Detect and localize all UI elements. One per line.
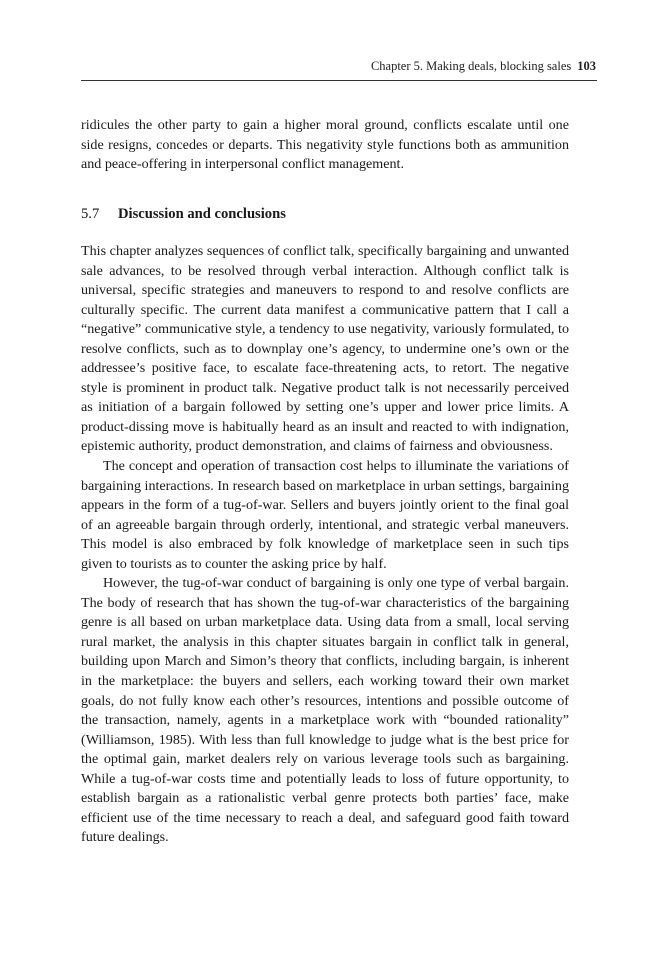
page-number: 103 [577,59,596,73]
body-paragraph: This chapter analyzes sequences of conflict talk, specifically bargaining and unwanted sale advances, to be resolved through verbal interaction. Although conflict talk is universal, specific strategies and maneuvers to respond to and resolve conflicts are culturally specific. The current data manifest a communicative pattern that I call a “negative” communicative style, a tendency to use negativity, variously formulated, to resolve conflicts, such as to downplay one’s agency, to undermine one’s own or the addressee’s positive face, to escalate face-threatening acts, to retort. The negative style is prominent in product talk. Negative product talk is not necessarily perceived as initiation of a bargain followed by setting one’s upper and lower price limits. A product-dissing move is habitually heard as an insult and reacted to with indignation, epistemic authority, product demonstration, and claims of fairness and obviousness. [81,243,569,455]
running-title: Chapter 5. Making deals, blocking sales [370,59,572,73]
body-paragraph: The concept and operation of transaction cost helps to illuminate the variations of bargaining interactions. In research based on marketplace in urban settings, bargaining appears in the form of a tug-of-war. Sellers and buyers jointly orient to the final goal of an agreeable bargain through orderly, intentional, and strategic verbal maneuvers. This model is also embraced by folk knowledge of marketplace seen in such tips given to tourists as to counter the asking price by half. [81,458,569,572]
continued-text-block [81,116,569,175]
body-paragraph: However, the tug-of-war conduct of bargaining is only one type of verbal bargain. The body of research that has shown the tug-of-war characteristics of the bargaining genre is all based on urban marketplace data. Using data from a small, local serving rural market, the analysis in this chapter situates bargain in conflict talk in general, building upon March and Simon’s theory that conflicts, including bargain, is inherent in the marketplace: the buyers and sellers, each working toward their own market goals, do not fully know each other’s resources, intentions and possible outcome of the transaction, namely, agents in a marketplace work with “bounded rationality” (Williamson, 1985). With less than full knowledge to judge what is the best price for the optimal gain, market dealers rely on various leverage tools such as bargaining. While a tug-of-war costs time and potentially leads to loss of future opportunity, to establish bargain as a rationalistic verbal genre protects both parties’ face, make efficient use of the time necessary to reach a deal, and safeguard good faith toward future dealings. [81,575,569,846]
section-number: 5.7 [81,206,100,222]
section-title: Discussion and conclusions [118,206,286,222]
section-body [81,242,569,848]
running-head [81,58,596,74]
section-heading [81,205,286,223]
header-rule [81,80,597,81]
continuation-paragraph: ridicules the other party to gain a higher moral ground, conflicts escalate until one side resigns, concedes or departs. This negativity style functions both as ammunition and peace-offering in interpersonal conflict management. [81,117,569,173]
